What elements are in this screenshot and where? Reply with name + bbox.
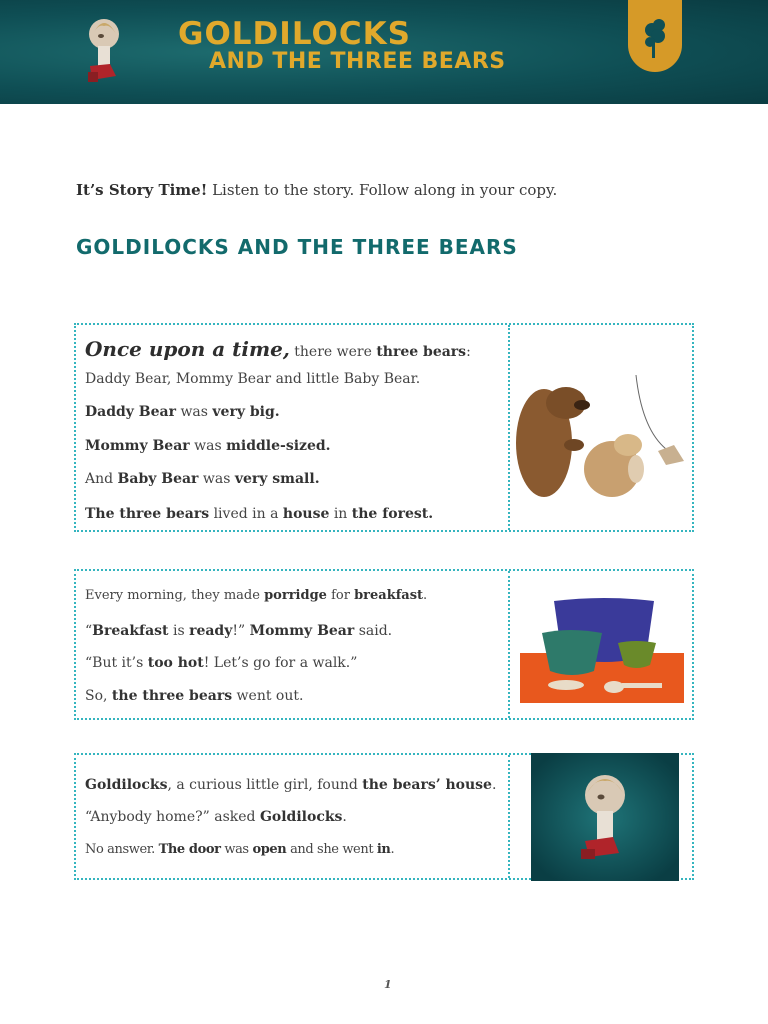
story-line: Daddy Bear, Mommy Bear and little Baby Bear. [85, 371, 421, 387]
story-line: Mommy Bear was middle-sized. [85, 438, 331, 454]
story-line: No answer. The door was open and she went in. [85, 842, 395, 857]
page-title: GOLDILOCKS [178, 16, 411, 52]
story-line: Every morning, they made porridge for breakfast. [85, 588, 428, 603]
porridge-bowls-illustration [518, 597, 686, 703]
story-line: Goldilocks, a curious little girl, found the bears’ house. [85, 777, 497, 793]
story-line: “But it’s too hot! Let’s go for a walk.” [85, 655, 358, 671]
page-subtitle: AND THE THREE BEARS [209, 49, 506, 74]
leaf-logo-icon [628, 0, 682, 72]
story-line: Daddy Bear was very big. [85, 404, 280, 420]
three-bears-illustration [516, 369, 692, 499]
page-number: 1 [384, 978, 392, 991]
publisher-badge [628, 0, 682, 72]
section-divider [508, 571, 510, 718]
story-heading: GOLDILOCKS AND THE THREE BEARS [76, 235, 518, 259]
intro-text: It’s Story Time! Listen to the story. Follow along in your copy. [76, 181, 558, 199]
story-section-1 [74, 323, 694, 532]
story-line: “Breakfast is ready!” Mommy Bear said. [85, 623, 393, 639]
section-divider [508, 325, 510, 530]
header-banner [0, 0, 768, 104]
story-line: The three bears lived in a house in the forest. [85, 506, 434, 522]
story-section-3 [74, 753, 694, 880]
section-divider [508, 755, 510, 878]
goldilocks-keyhole-illustration [80, 14, 128, 90]
story-line: So, the three bears went out. [85, 688, 304, 704]
goldilocks-keyhole-illustration [531, 753, 679, 881]
story-line: Once upon a time, there were three bears: [85, 337, 471, 361]
story-line: “Anybody home?” asked Goldilocks. [85, 809, 347, 825]
story-line: And Baby Bear was very small. [85, 471, 320, 487]
story-section-2 [74, 569, 694, 720]
